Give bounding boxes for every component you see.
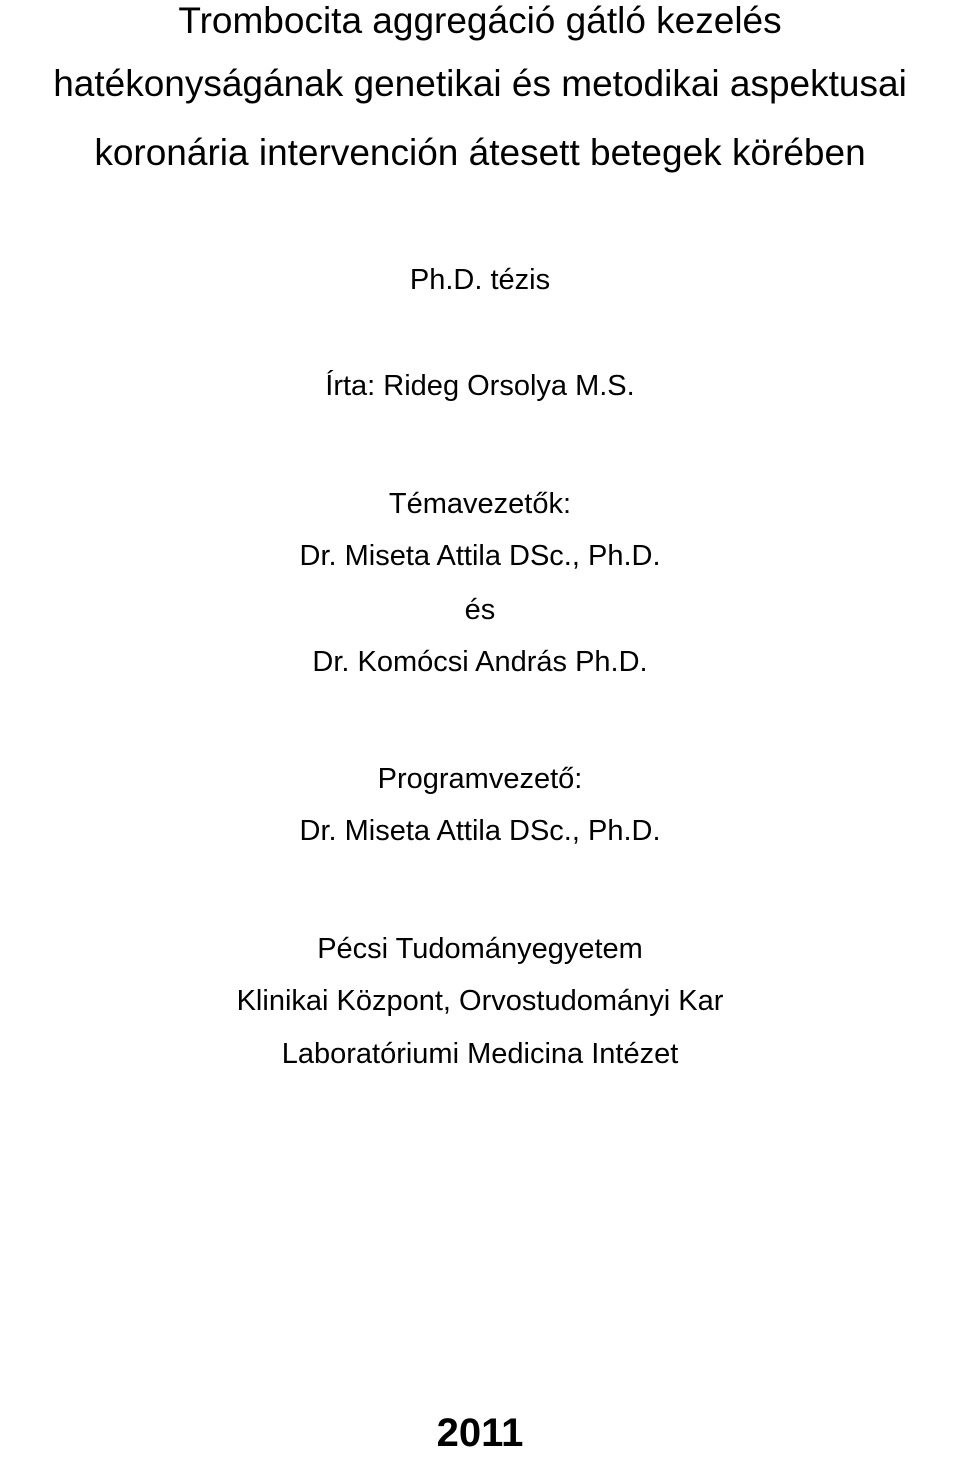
institute-name: Laboratóriumi Medicina Intézet	[281, 1038, 679, 1070]
author-line: Írta: Rideg Orsolya M.S.	[325, 370, 635, 402]
program-leader-name: Dr. Miseta Attila DSc., Ph.D.	[299, 815, 661, 847]
supervisor-1: Dr. Miseta Attila DSc., Ph.D.	[299, 540, 661, 572]
supervisors-heading: Témavezetők:	[388, 488, 572, 520]
university-name: Pécsi Tudományegyetem	[317, 933, 643, 965]
faculty-name: Klinikai Központ, Orvostudományi Kar	[236, 985, 724, 1017]
title-line-1: Trombocita aggregáció gátló kezelés	[178, 0, 782, 41]
supervisor-conjunction: és	[464, 594, 496, 626]
supervisor-2: Dr. Komócsi András Ph.D.	[312, 646, 648, 678]
thesis-type: Ph.D. tézis	[409, 264, 551, 296]
program-leader-heading: Programvezető:	[377, 763, 583, 795]
title-line-2: hatékonyságának genetikai és metodikai aspektusai	[53, 63, 907, 104]
title-line-3: koronária intervención átesett betegek körében	[94, 132, 866, 173]
publication-year: 2011	[436, 1411, 524, 1455]
